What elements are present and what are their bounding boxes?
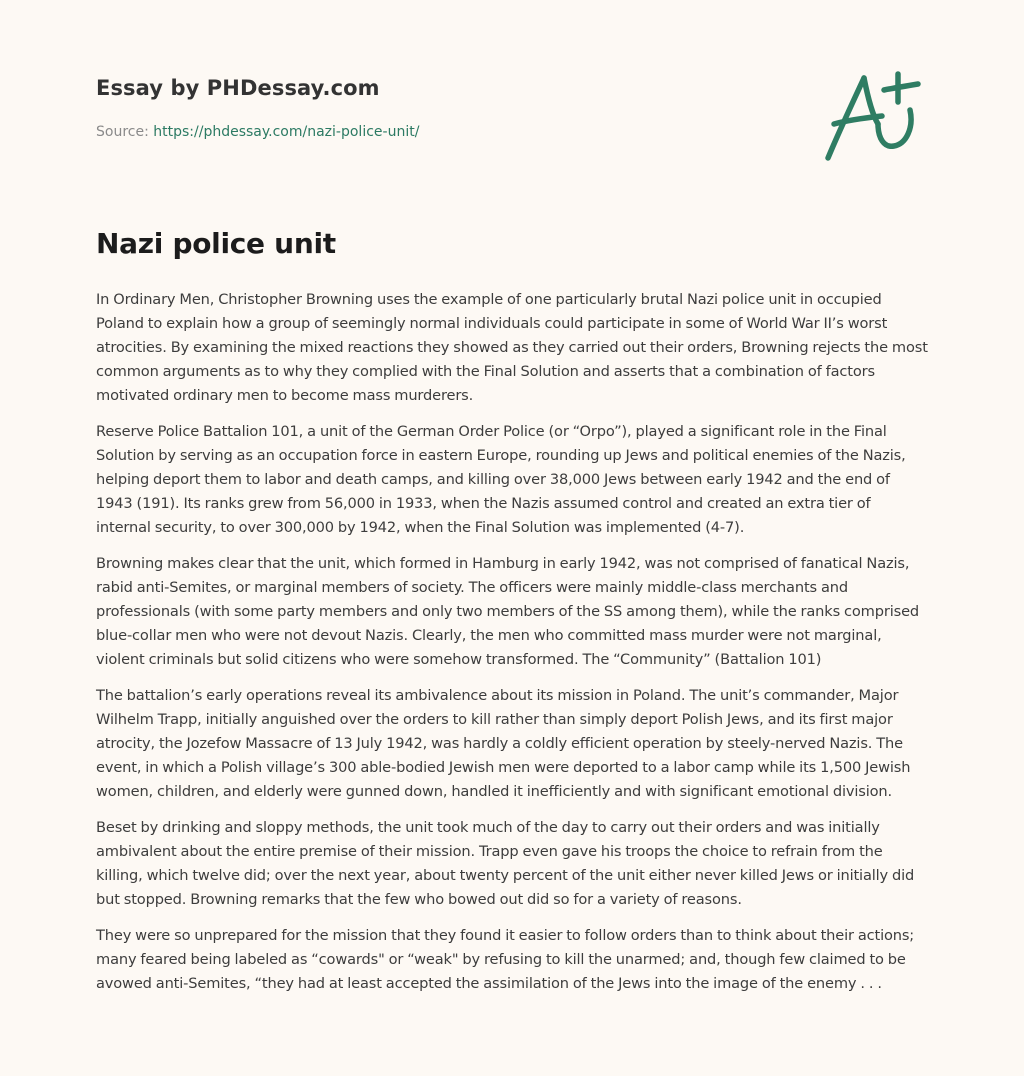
a-plus-grade-icon bbox=[820, 64, 928, 168]
essay-paragraph: Reserve Police Battalion 101, a unit of the German Order Police (or “Orpo”), played a significant role in the Final Solution by serving as an occupation force in eastern Europe, rounding up Jews and political enemies of the Nazis, helping deport them to labor and death camps, and killing over 38,000 Jews between early 1942 and the end of 1943 (191). Its ranks grew from 56,000 in 1933, when the Nazis assumed control and created an extra tier of internal security, to over 300,000 by 1942, when the Final Solution was implemented (4-7). bbox=[96, 423, 906, 536]
source-line bbox=[96, 124, 419, 140]
page-title: Nazi police unit bbox=[96, 227, 336, 260]
essay-paragraph: The battalion’s early operations reveal its ambivalence about its mission in Poland. The unit’s commander, Major Wilhelm Trapp, initially anguished over the orders to kill rather than simply deport Polish Jews, and its first major atrocity, the Jozefow Massacre of 13 July 1942, was hardly a coldly efficient operation by steely-nerved Nazis. The event, in which a Polish village’s 300 able-bodied Jewish men were deported to a labor camp while its 1,500 Jewish women, children, and elderly were gunned down, handled it inefficiently and with significant emotional division. bbox=[96, 687, 911, 800]
brand-title: Essay by PHDessay.com bbox=[96, 76, 380, 100]
page-header bbox=[96, 0, 928, 200]
essay-paragraph: In Ordinary Men, Christopher Browning uses the example of one particularly brutal Nazi police unit in occupied Poland to explain how a group of seemingly normal individuals could participate in some of World War II’s worst atrocities. By examining the mixed reactions they showed as they carried out their orders, Browning rejects the most common arguments as to why they complied with the Final Solution and asserts that a combination of factors motivated ordinary men to become mass murderers. bbox=[96, 291, 928, 404]
source-link[interactable]: https://phdessay.com/nazi-police-unit/ bbox=[153, 124, 420, 140]
essay-body bbox=[96, 222, 928, 1008]
essay-content bbox=[96, 288, 928, 996]
source-label: Source: bbox=[96, 124, 154, 140]
essay-paragraph: Beset by drinking and sloppy methods, the unit took much of the day to carry out their orders and was initially ambivalent about the entire premise of their mission. Trapp even gave his troops the choice to refrain from the killing, which twelve did; over the next year, about twenty percent of the unit either never killed Jews or initially did but stopped. Browning remarks that the few who bowed out did so for a variety of reasons. bbox=[96, 819, 915, 908]
essay-paragraph: Browning makes clear that the unit, which formed in Hamburg in early 1942, was not comprised of fanatical Nazis, rabid anti-Semites, or marginal members of society. The officers were mainly middle-class merchants and professionals (with some party members and only two members of the SS among them), while the ranks comprised blue-collar men who were not devout Nazis. Clearly, the men who committed mass murder were not marginal, violent criminals but solid citizens who were somehow transformed. The “Community” (Battalion 101) bbox=[96, 555, 920, 668]
essay-paragraph: They were so unprepared for the mission that they found it easier to follow orders than to think about their actions; many feared being labeled as “cowards" or “weak" by refusing to kill the unarmed; and, though few claimed to be avowed anti-Semites, “they had at least accepted the assimilation of the Jews into the image of the enemy . . . bbox=[96, 927, 915, 992]
